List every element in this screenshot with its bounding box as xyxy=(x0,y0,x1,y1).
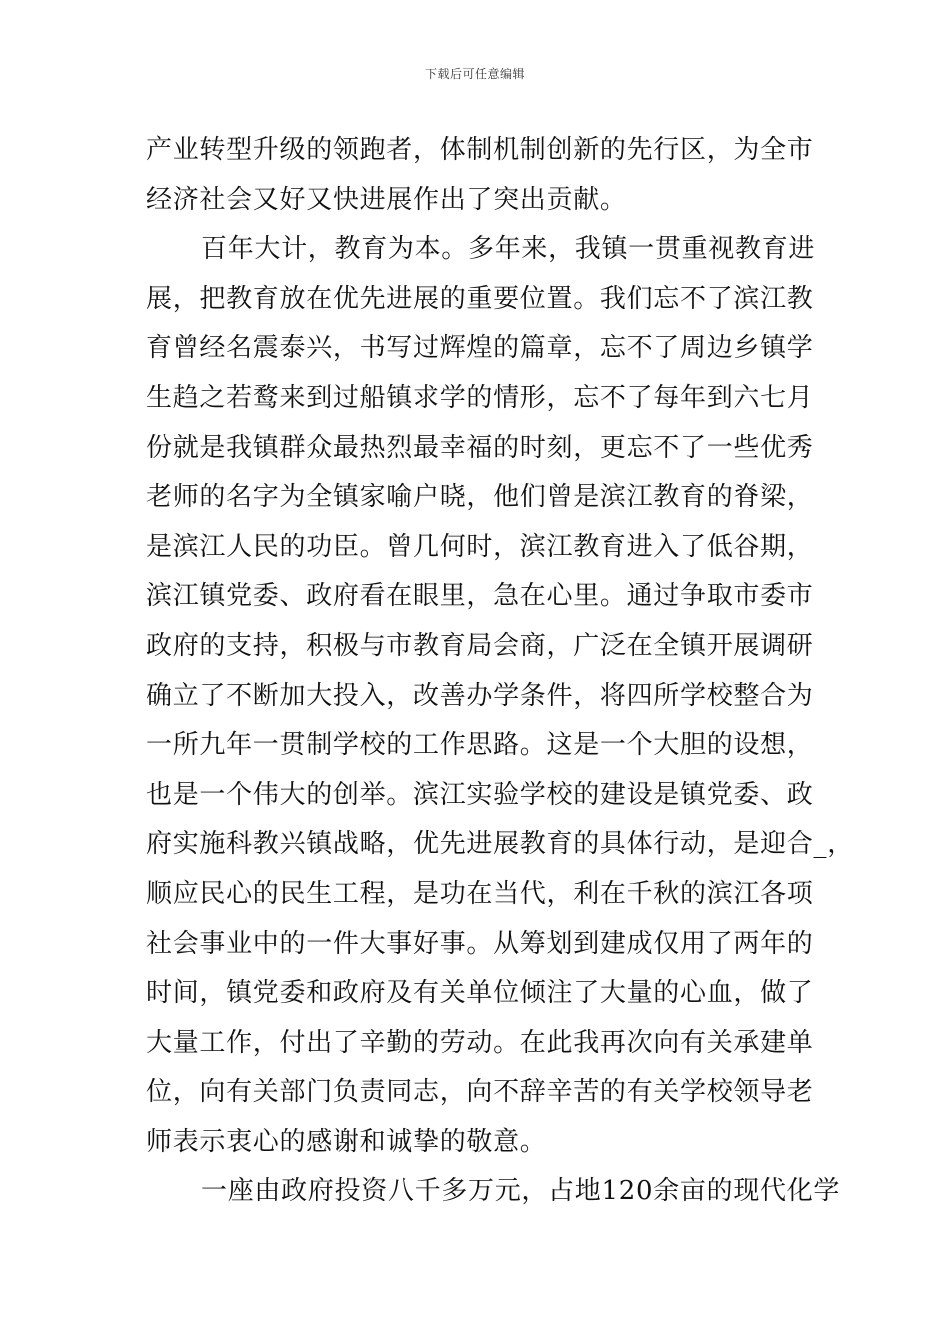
text-line: 是滨江人民的功臣。曾几何时，滨江教育进入了低谷期， xyxy=(146,531,814,562)
text-line: 师表示衷心的感谢和诚挚的敬意。 xyxy=(146,1126,547,1157)
text-line: 份就是我镇群众最热烈最幸福的时刻，更忘不了一些优秀 xyxy=(146,432,814,463)
header-note: 下载后可任意编辑 xyxy=(424,67,525,81)
text-line: 也是一个伟大的创举。滨江实验学校的建设是镇党委、政 xyxy=(146,779,814,810)
text-line: 生趋之若鹜来到过船镇求学的情形，忘不了每年到六七月 xyxy=(146,382,814,413)
text-line: 顺应民心的民生工程，是功在当代，利在千秋的滨江各项 xyxy=(146,878,814,909)
text-line: 一所九年一贯制学校的工作思路。这是一个大胆的设想， xyxy=(146,730,814,761)
text-line: 经济社会又好又快进展作出了突出贡献。 xyxy=(146,184,627,215)
paragraph-start-line: 百年大计，教育为本。多年来，我镇一贯重视教育进 xyxy=(201,234,816,265)
text-line: 社会事业中的一件大事好事。从筹划到建成仅用了两年的 xyxy=(146,928,814,959)
text-line: 大量工作，付出了辛勤的劳动。在此我再次向有关承建单 xyxy=(146,1027,814,1058)
text-line: 确立了不断加大投入，改善办学条件，将四所学校整合为 xyxy=(146,680,814,711)
text-line: 政府的支持，积极与市教育局会商，广泛在全镇开展调研 xyxy=(146,630,814,661)
text-line: 府实施科教兴镇战略，优先进展教育的具体行动，是迎合_， xyxy=(146,829,854,860)
text-line: 展，把教育放在优先进展的重要位置。我们忘不了滨江教 xyxy=(146,283,814,314)
document-body xyxy=(146,126,854,1217)
text-line: 位，向有关部门负责同志，向不辞辛苦的有关学校领导老 xyxy=(146,1077,814,1108)
text-line: 老师的名字为全镇家喻户晓，他们曾是滨江教育的脊梁， xyxy=(146,482,814,513)
paragraph-start-line: 一座由政府投资八千多万元，占地120余亩的现代化学 xyxy=(201,1176,841,1207)
text-line: 产业转型升级的领跑者，体制机制创新的先行区，为全市 xyxy=(146,135,814,165)
text-line: 滨江镇党委、政府看在眼里，急在心里。通过争取市委市 xyxy=(146,581,814,612)
text-line: 育曾经名震泰兴，书写过辉煌的篇章，忘不了周边乡镇学 xyxy=(146,333,814,364)
text-line: 时间，镇党委和政府及有关单位倾注了大量的心血，做了 xyxy=(146,978,814,1009)
